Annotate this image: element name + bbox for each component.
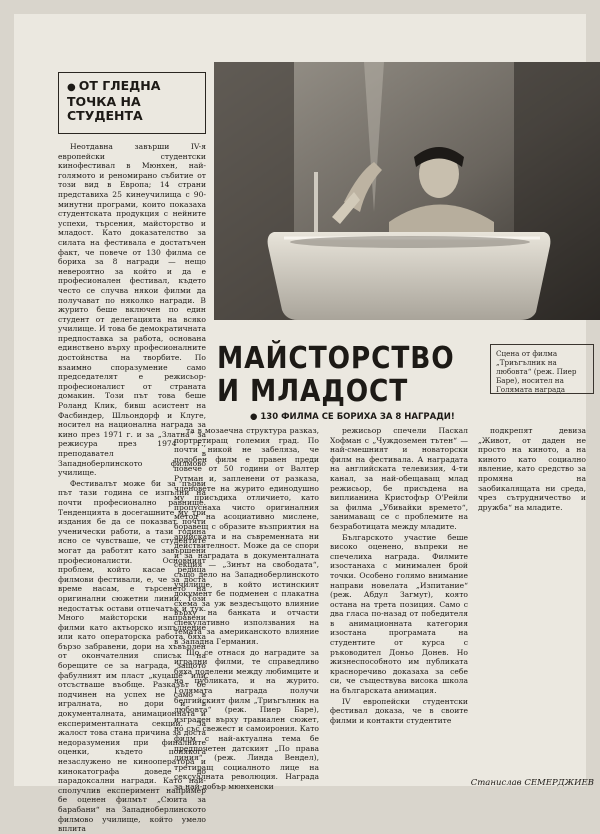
bathtub-scene-image [214,62,600,320]
paragraph: подкрепят девиза „Живот, от даден не просто на киното, а на киното като социално явление, като средство за промяна на заобикалящата ни среда, чрез сътрудничество и дружба“ на младите. [478,426,586,512]
paragraph: Неотдавна завърши IV-я европейски студентски кинофестивал в Мюнхен, най-голямото и реномирано събитие от този вид в Европа; 14 страни представиха 25 кинеучилища с 90-минутни програми, които показаха студентската продукция с нейните успехи, търсения, майсторство и младост. Като доказателство за силата на фестивала е достатъчен факт, че повече от 130 филма се бориха за 8 награди — нещо невероятно за който и да е професионален фестивал, където често се случва някои филми да получават по няколко награди. В журито беше включен по един студент от делегацията на всяко училище. И това бе демократичната предпоставка за работа, основана единствено върху професионалните достойнства на творбите. По взаимно споразумение само председателят е режисьор-професионалист от страната домакин. Този път това беше Роланд Клик, бивш асистент на Фасбиндер, Шльондорф и Клуге, носител на национална награда за кино през 1971 г. и за „Златна“ за режисура през 1974 г., преподавател в Западноберлинското филмово училище. [58,142,206,478]
paragraph: IV европейски студентски фестивал доказа, че в своите филми и контакти студентите [330,696,468,725]
rubric-title [67,79,197,123]
paragraph: Фестивалът може би за първи път тази година се изпълни на почти професионално равнище. Тенденцията в досегашните му три издания бе да се показват почти ученически работи, а тази година ясно се чувстваше, че студентите могат да работят като завършени професионалисти. Основният проблем, който касае редица филмови фестивали, е, че за доста време насам, е търсенето на оригинални сюжетни линии. Този недостатък остави отпечатък и тук. Много майсторски направени филми като актьорско изпълнение или като операторска работа бяха бързо забравени, дори на хъвърлен от окончателния списък на борещите се за награда, защото фабулният им пласт „куцаше“ или отсъстваше въобще. Разказът бе подчинен на успех не само в игралната, но дори и в документалната, анимационната и експерименталната секции. За жалост това стана причина за доста недоразумения при финалните оценки, където понякога незаслужено не кинооператора и кинокатографа доведе до парадоксални награди. Като най-сполучлив експеримент например бе оценен филмът „Сюита за барабани“ на Западноберлинското филмово училище, който умело вплита [58,478,206,834]
article-column-4 [478,426,586,766]
article-subhead [250,412,510,422]
article-column-3 [330,426,468,766]
photo-caption: Сцена от филма „Триъгълник на любовта“ (реж. Пиер Баре), носител на Голямата награда [490,344,594,394]
paragraph: Що се отнася до наградите за игрални филми, те справедливо бяха поделени между любимците и на публиката, и на журито. Голямата награда получи белгийският филм „Триъгълник на любовта“ (реж. Пиер Баре), изграден върху травиален сюжет, но със свежест и самоирония. Като филм с най-актуална тема бе предпочетен датският „По права линия“ (реж. Линда Вендел), третиращ социалното лице на сексуалната революция. Награда за най-добър мюнхенски [174,647,319,791]
author-signature: Станислав СЕМЕРДЖИЕВ [470,778,594,788]
paragraph: режисьор спечели Паскал Хофман с „Чуждоземен тътен“ — най-смешният и новаторски филм на фестивала. А наградата на английската телевизия, 4-ти канал, за най-обещаващ млад режисьор, бе присъдена на виплианина Кристофър О'Рейли за филма „Убивайки времето“, занимаващ се с проблемите на безработицата между младите. [330,426,468,531]
rubric-title-line3: СТУДЕНТА [67,108,143,123]
newspaper-page [14,14,594,834]
film-still-photo [214,62,600,320]
subhead-text: 130 ФИЛМА СЕ БОРИХА ЗА 8 НАГРАДИ! [260,412,455,422]
bullet-icon: ● [67,82,76,93]
rubric-title-line2: ТОЧКА НА [67,94,141,109]
headline-line1: МАЙСТОРСТВО [217,341,455,376]
paragraph: Българското участие беше високо оценено, въпреки не спечелиха награда. Филмите изостанаха с минимален брой точки. Особено голямо внимание направи новелата „Изпитание“ (реж. Абдул Загмут), която остана на трета позиция. Само с два гласа по-назад от победителя в анимационната категория изостана програмата на студентите от курса с ръководител Доньо Донев. Но жизнеспособното им публиката красноречиво доказаха за себе си, че съществува висока школа на българската анимация. [330,532,468,696]
article-column-2 [174,426,319,791]
headline-line2: И МЛАДОСТ [217,374,409,409]
paragraph: та в мозаечна структура разказ, портретиращ големия град. По почти никой не забеляза, че подобен филм е правен преди повече от 50 години от Валтер Рутман и, запленени от разказа, членовете на журито единодушно му присъдиха отличието, като пропуснаха чисто оригиналния метод на асоциативно мислене, боравещ с образите възприятия на арийската и на съвременната ни действителност. Може да се спори и за наградата в документалната секция — „Зинът на свободата“, също дело на Западноберлинското училище, в който истинският документ бе подменен с плакатна схема за уж вездесъщото влияние върху на банката и отчасти спекулативно използвания на темата за американското влияние в Западна Германия. [174,426,319,647]
column-rubric-box [58,72,206,134]
rubric-title-line1: ОТ ГЛЕДНА [78,78,161,93]
article-headline [217,341,455,409]
bullet-icon: ● [250,412,258,422]
